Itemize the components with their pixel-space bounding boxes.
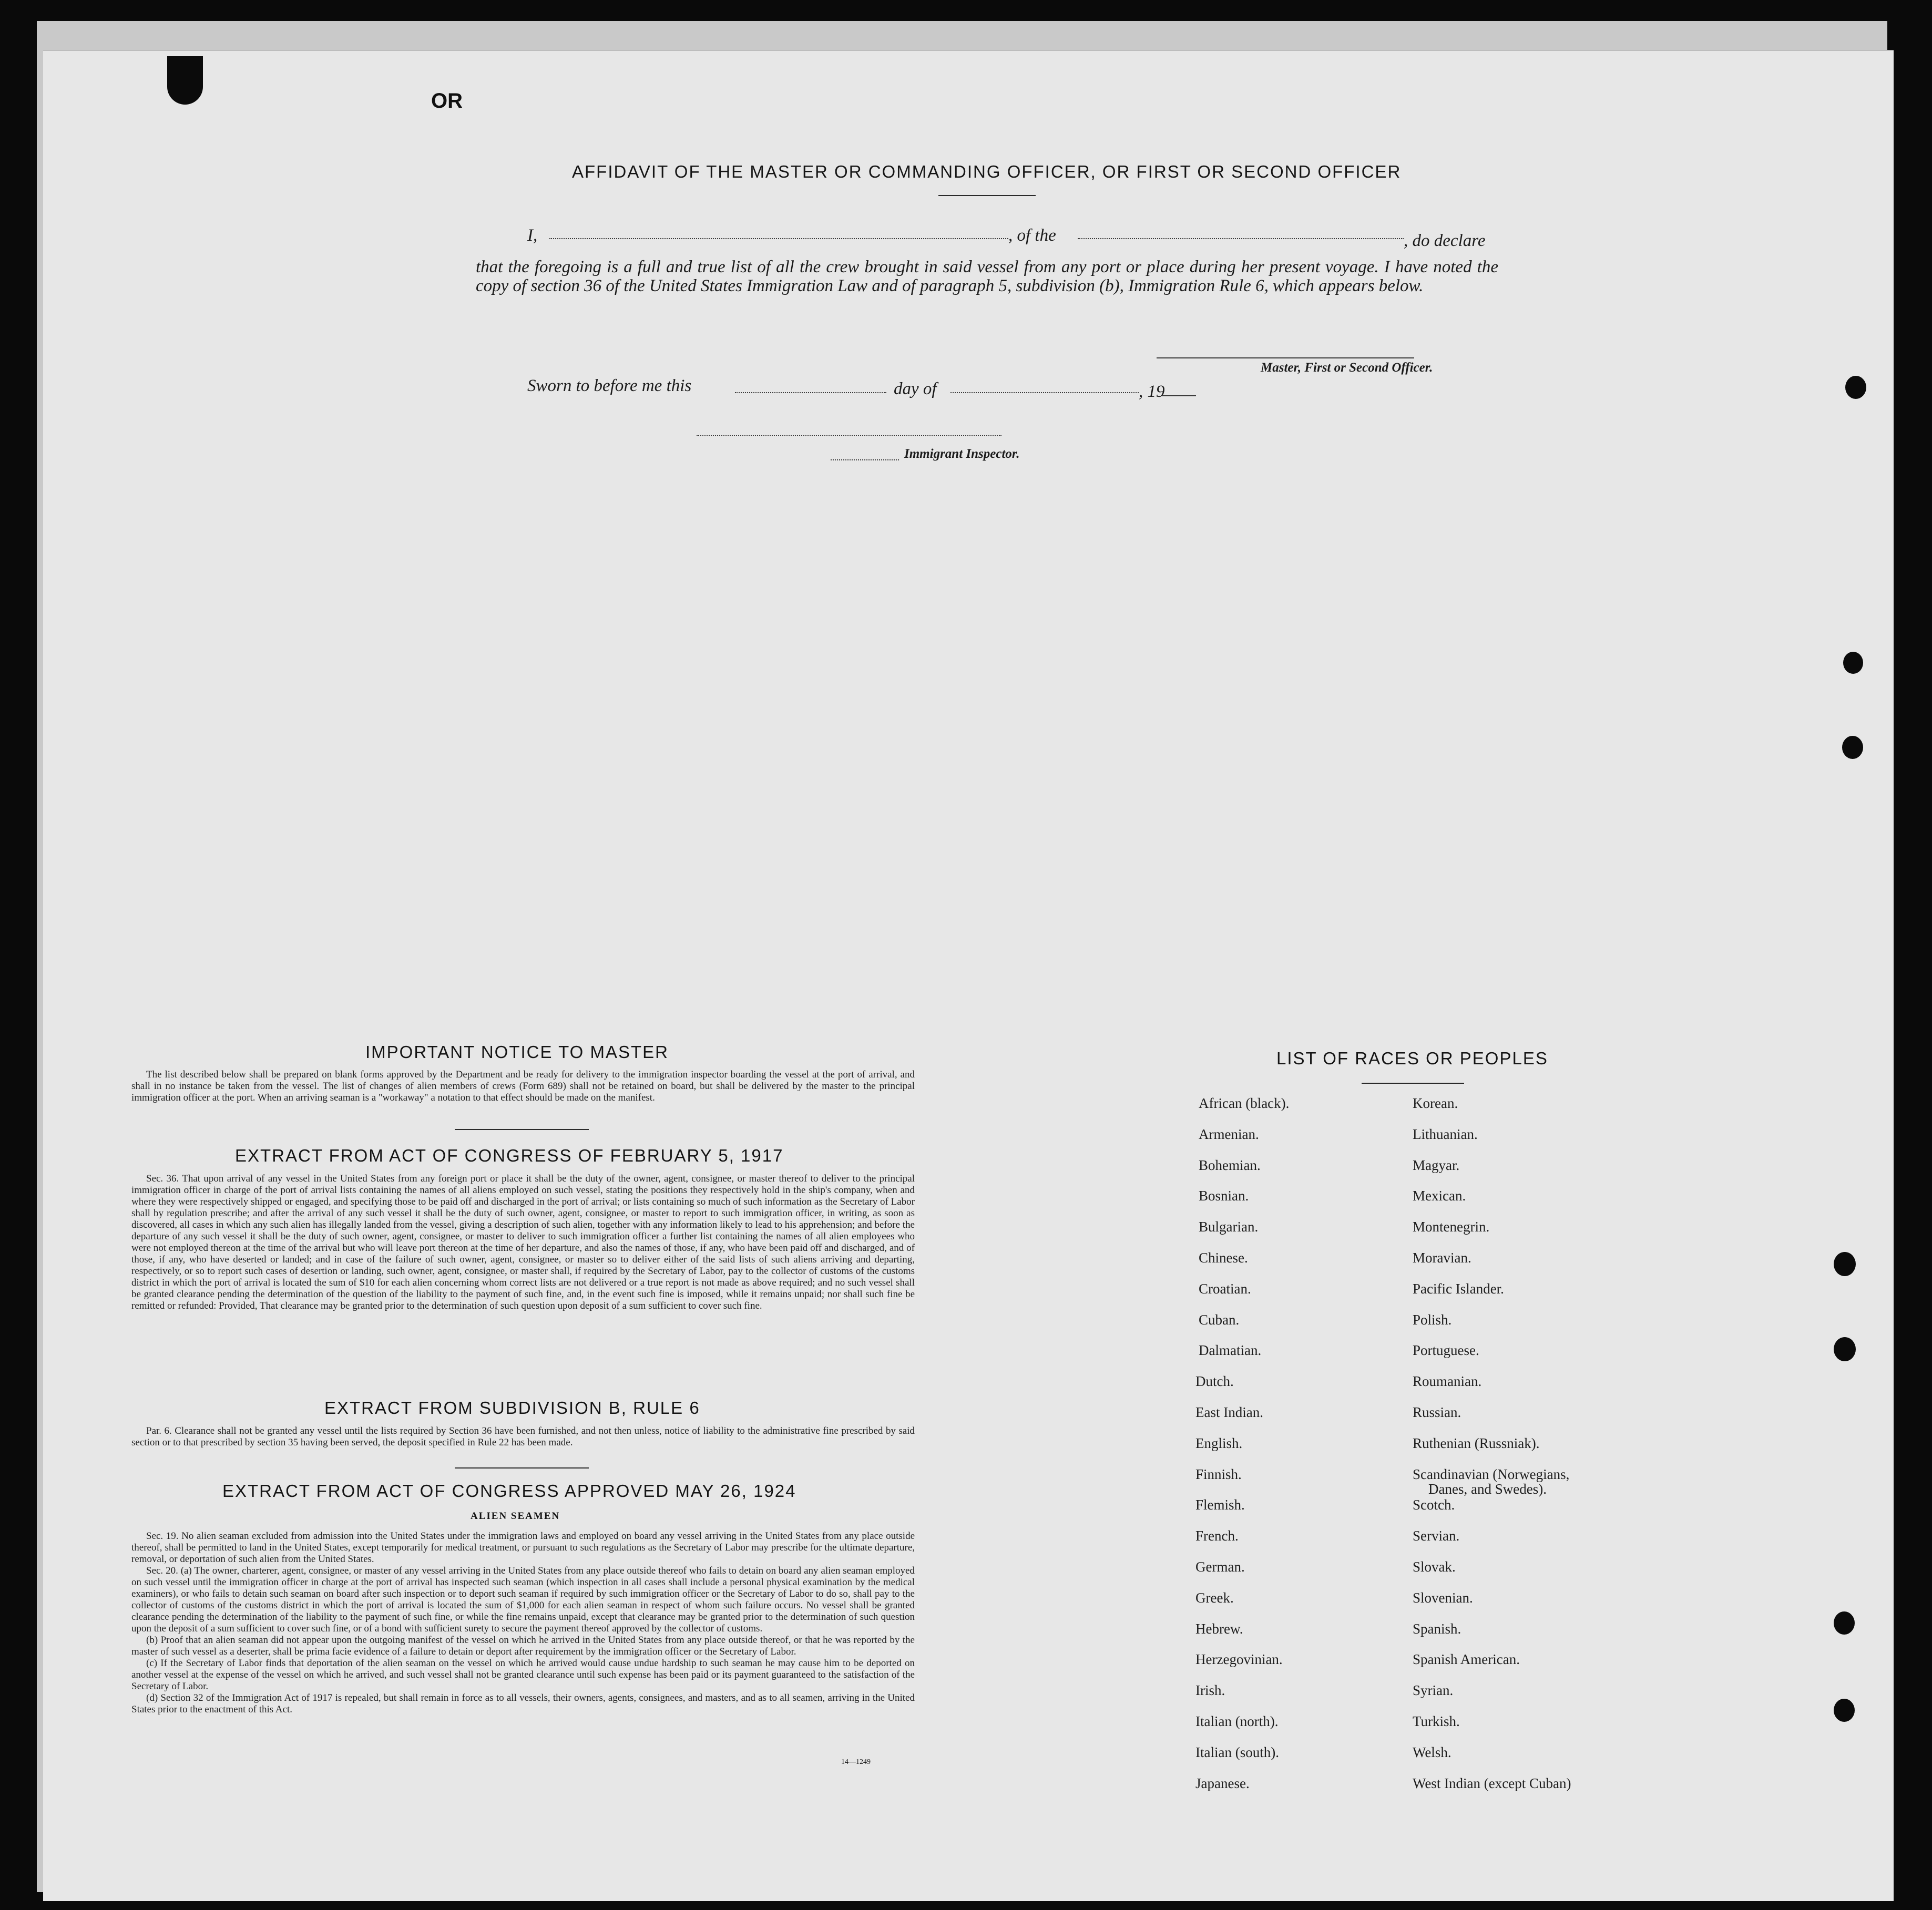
binder-hole [1834,1699,1855,1722]
race-item: Chinese. [1199,1250,1248,1266]
sec36-paragraph: Sec. 36. That upon arrival of any vessel in the United States from any foreign port or place it shall be the duty of the owner, agent, consignee, or master thereof to deliver to the principal immigration officer in charge of the port of arrival lists containing the names of all aliens employed on such vessel, stating the positions they respectively hold in the ship's company, when and where they were respectively shipped or engaged, and specifying those to be paid off and discharged in the port of arrival; or lists containing so much of such information as the Secretary of Labor shall by regulation prescribe; and after the arrival of any such vessel it shall be the duty of such owner, agent, consignee, or master to report to such immigration officer, in writing, as soon as discovered, all cases in which any such alien has illegally landed from the vessel, giving a description of such alien, together with any information likely to lead to his apprehension; and before the departure of any such vessel it shall be the duty of such owner, agent, consignee, or master to deliver to such immigration officer a further list containing the names of all alien employees who were not employed thereon at the time of the arrival but who will leave port thereon at the time of her departure, and also the names of those, if any, who have been paid off and discharged, and of those, if any, who have deserted or landed; and in case of the failure of such owner, agent, consignee, or master so to deliver either of the said lists of such aliens arriving and departing, respectively, or so to report such cases of desertion or landing, such owner, agent, consignee, or master shall, if required by the Secretary of Labor, pay to the collector of customs of the customs district in which the port of arrival is located the sum of $10 for each alien concerning whom correct lists are not delivered or a true report is not made as above required; and no such vessel shall be granted clearance pending the determination of the question of the liability to the payment of such fine, and, in the event such fine is imposed, while it remains unpaid; nor shall such fine be remitted or refunded: Provided, That clearance may be granted prior to the determination of such question upon deposit of a sum sufficient to cover such fine. [131,1173,915,1311]
sworn-day-label: day of [894,379,937,398]
race-item: French. [1195,1528,1239,1544]
race-item: Korean. [1413,1095,1458,1111]
master-caption: Master, First or Second Officer. [1261,361,1433,375]
race-item: Bulgarian. [1199,1219,1259,1235]
affidavit-title: AFFIDAVIT OF THE MASTER OR COMMANDING OFFICER, OR FIRST OR SECOND OFFICER [572,162,1402,181]
race-item: English. [1195,1435,1243,1451]
race-item: Scandinavian (Norwegians, [1413,1466,1570,1482]
race-item: Servian. [1413,1528,1460,1544]
race-item: Greek. [1195,1590,1234,1606]
race-item: Irish. [1195,1682,1225,1698]
extract-1917-text [131,1173,915,1312]
par6-paragraph: Par. 6. Clearance shall not be granted any vessel until the lists required by Section 36 have been furnished, and not then unless, notice of liability to the administrative fine prescribed by said section or to that prescribed by section 35 having been served, the deposit specified in Rule 22 has been made. [131,1425,915,1448]
inspector-signature-field[interactable] [697,435,1001,436]
race-item: Scotch. [1413,1497,1455,1513]
binder-hole [1842,736,1863,759]
extract-1924-text [131,1531,915,1716]
race-item: German. [1195,1559,1245,1575]
races-title: LIST OF RACES OR PEOPLES [1276,1049,1548,1068]
race-item: Magyar. [1413,1157,1460,1173]
race-item: East Indian. [1195,1404,1263,1420]
race-item: Japanese. [1195,1775,1250,1791]
race-item: West Indian (except Cuban) [1413,1775,1571,1791]
race-item: Dutch. [1195,1373,1234,1389]
race-item: Armenian. [1199,1126,1259,1142]
form-number: 14—1249 [841,1758,871,1766]
race-item: Moravian. [1413,1250,1471,1266]
race-item: Turkish. [1413,1713,1460,1729]
affidavit-body: that the foregoing is a full and true list of all the crew brought in said vessel from any port or place during her present voyage. I have noted the copy of section 36 of the United States Immigration Law and of paragraph 5, subdivision (b), Immigration Rule 6, which appears below. [476,258,1498,295]
race-item: Montenegrin. [1413,1219,1490,1235]
notice-title: IMPORTANT NOTICE TO MASTER [365,1042,669,1062]
race-item: Bosnian. [1199,1188,1249,1204]
race-item: Bohemian. [1199,1157,1261,1173]
sec20a-paragraph: Sec. 20. (a) The owner, charterer, agent, consignee, or master of any vessel arriving in the United States from any place outside thereof who fails to detain on board any alien seaman employed on such vessel until the immigration officer in charge at the port of arrival has inspected such seaman (which inspection in all cases shall include a personal physical examination by the medical examiners), or who fails to detain such seaman on board after such inspection or to deport such seaman if required by such immigration officer or the Secretary of Labor to do so, shall pay to the collector of customs of the customs district in which the port of arrival is located the sum of $1,000 for each alien seaman in respect of whom such failure occurs. No vessel shall be granted clearance pending the determination of the liability to the payment of such fine, or while the fine remains unpaid, except that clearance may be granted prior to the determination of such question upon the deposit of a sum sufficient to cover such fine, or of a bond with sufficient surety to secure the payment thereof approved by the collector of customs. [131,1565,915,1634]
title-rule [938,195,1036,196]
race-item: Italian (north). [1195,1713,1279,1729]
alien-seamen-subtitle: ALIEN SEAMEN [471,1511,560,1522]
declarant-prefix: I, [527,226,538,245]
sworn-year-label: , 19 [1139,382,1165,401]
race-item: Lithuanian. [1413,1126,1478,1142]
declarant-name-field[interactable] [549,238,1008,239]
notice-text [131,1069,915,1104]
race-item: Mexican. [1413,1188,1466,1204]
vessel-name-field[interactable] [1078,238,1404,239]
sec20d-paragraph: (d) Section 32 of the Immigration Act of 1917 is repealed, but shall remain in force as to all vessels, their owners, agents, consignees, and masters, and as to all seamen, arriving in the United States prior to the enactment of this Act. [131,1692,915,1715]
binder-hole [1845,376,1866,399]
sworn-year-field[interactable] [1162,395,1196,396]
sec20b-paragraph: (b) Proof that an alien seaman did not appear upon the outgoing manifest of the vessel on which he arrived in the United States from any place outside thereof, or that he was reported by the master of such vessel as a deserter, shall be prima facie evidence of a failure to detain or deport after requirement by the immigration officer or the Secretary of Labor. [131,1635,915,1657]
sworn-day-field[interactable] [735,392,886,393]
race-item: African (black). [1199,1095,1290,1111]
race-item: Italian (south). [1195,1744,1279,1760]
extract-rule6-title: EXTRACT FROM SUBDIVISION B, RULE 6 [324,1398,700,1418]
race-item: Cuban. [1199,1312,1240,1328]
master-signature-field[interactable] [1157,357,1414,358]
race-item-continuation: Danes, and Swedes). [1428,1481,1547,1497]
inspector-caption: Immigrant Inspector. [904,447,1020,461]
race-item: Finnish. [1195,1466,1242,1482]
sec20c-paragraph: (c) If the Secretary of Labor finds that deportation of the alien seaman on the vessel on which he arrived would cause undue hardship to such seaman he may cause him to be deported on another vessel at the expense of the vessel on which he arrived, and such vessel shall not be granted clearance until such expense has been paid or its payment guaranteed to the satisfaction of the Secretary of Labor. [131,1658,915,1692]
race-item: Portuguese. [1413,1342,1479,1358]
race-item: Polish. [1413,1312,1452,1328]
binder-hole [1834,1611,1855,1635]
section-rule [455,1129,589,1130]
declarant-suffix: , do declare [1404,231,1486,250]
race-item: Ruthenian (Russniak). [1413,1435,1540,1451]
race-item: Welsh. [1413,1744,1451,1760]
race-item: Syrian. [1413,1682,1454,1698]
notice-paragraph: The list described below shall be prepared on blank forms approved by the Department and be ready for delivery to the immigration inspector boarding the vessel at the port of arrival, and shall in no instance be taken from the vessel. The list of changes of alien members of crews (Form 689) shall not be retained on board, but shall be delivered by the master to the principal immigration officer at the port. When an arriving seaman is a "workaway" a notation to that effect should be made on the manifest. [131,1069,915,1103]
race-item: Slovak. [1413,1559,1456,1575]
race-item: Herzegovinian. [1195,1651,1283,1667]
sworn-month-field[interactable] [950,392,1139,393]
binder-hole [1843,652,1863,674]
race-item: Roumanian. [1413,1373,1482,1389]
section-rule [455,1467,589,1469]
race-item: Russian. [1413,1404,1461,1420]
binder-clip [167,56,203,105]
extract-rule6-text [131,1425,915,1449]
race-item: Flemish. [1195,1497,1245,1513]
race-item: Slovenian. [1413,1590,1473,1606]
corner-fragment: OR [431,89,463,112]
race-item: Hebrew. [1195,1621,1243,1637]
race-item: Dalmatian. [1199,1342,1262,1358]
binder-hole [1834,1337,1856,1361]
inspector-caption-lead [831,459,899,460]
races-title-rule [1362,1083,1464,1084]
sworn-prefix: Sworn to before me this [527,376,692,395]
race-item: Pacific Islander. [1413,1281,1504,1297]
extract-1917-title: EXTRACT FROM ACT OF CONGRESS OF FEBRUARY 5, 1917 [235,1146,784,1165]
extract-1924-title: EXTRACT FROM ACT OF CONGRESS APPROVED MAY 26, 1924 [222,1481,796,1501]
race-item: Croatian. [1199,1281,1251,1297]
declarant-mid: , of the [1008,226,1056,245]
binder-hole [1834,1252,1856,1276]
race-item: Spanish. [1413,1621,1461,1637]
race-item: Spanish American. [1413,1651,1520,1667]
sec19-paragraph: Sec. 19. No alien seaman excluded from admission into the United States under the immigration laws and employed on board any vessel arriving in the United States from any place outside thereof, shall be permitted to land in the United States, except temporarily for medical treatment, or pursuant to such regulations as the Secretary of Labor may prescribe for the ultimate departure, removal, or deportation of such alien from the United States. [131,1531,915,1565]
